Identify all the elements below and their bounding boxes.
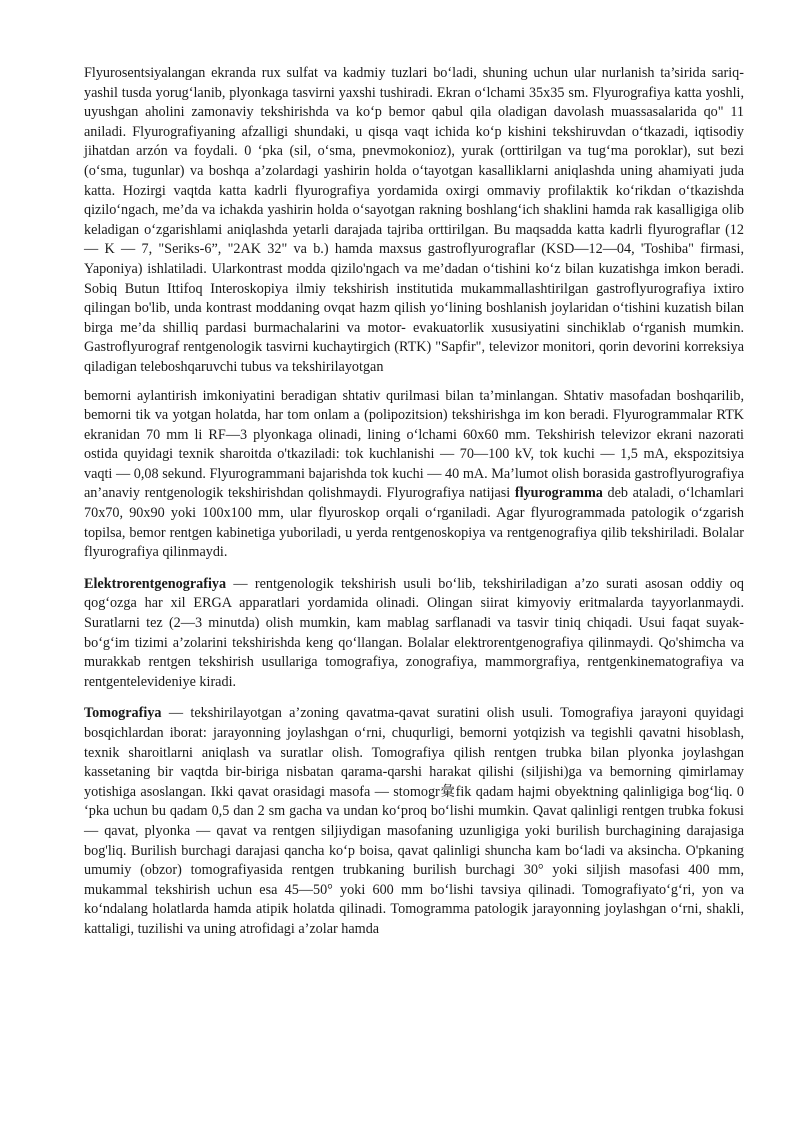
paragraph-text: Flyurosentsiyalangan ekranda rux sulfat va kadmiy tuzlari bo‘ladi, shuning uchun ular nurlanish ta’sirida sariq-yashil tusda yorug‘lanib, plyonkaga tasvirni yaxshi tushiradi. Ekran o‘lchami 35x35 sm. Flyurografiya katta yoshli, uyushgan aholini zamonaviy tekshirishda va ko‘p bemor qabul qila oladigan davolash muassasalarida qo" 11 aniladi. Flyurografiyaning afzalligi shundaki, u qisqa vaqt ichida ko‘p kishini tekshiruvdan o‘tkazadi, iqtisodiy jihatdan arzón va foydali. 0 ‘pka (sil, o‘sma, pnevmokonioz), yurak (orttirilgan va tug‘ma poroklar), sut bezi (o‘sma, tugunlar) va boshqa a’zolardagi yashirin holda o‘tayotgan kasalliklarni aniqlashda uning ahamiyati juda katta. Hozirgi vaqtda katta kadrli flyurografiya yordamida oxirgi ommaviy profilaktik ko‘rikdan o‘tkazishda qizilo‘ngach, me’da va ichakda yashirin holda o‘sayotgan rakning boshlang‘ich shaklini hamda rak kasalligiga olib keladigan o‘zgarishlami aniqlashda yetarli darajada tajriba orttirilgan. Bu maqsadda katta kadrli flyurograflar (12 — K — 7, "Seriks-6”, "2AK 32" va b.) hamda maxsus gastroflyurograflar (KSD—12—04, 'Toshiba" firmasi, Yaponiya) ishlatiladi. Ularkontrast modda qizilo'ngach va me’dadan o‘tishini ko‘z bilan kuzatishga imkon beradi. Sobiq Butun Ittifoq Interoskopiya ilmiy tekshirish institutida mukammallashtirilgan gastroflyurografiya ixtiro qilingan bo'lib, unda kontrast moddaning ovqat hazm qilish yo‘lining boshlanish joylaridan o‘tishini kuzatish bilan birga me’da shilliq pardasi burmachalarini va motor- evakuatorlik xususiyatini sinchiklab o‘rganish mumkin. Gastroflyurograf rentgenologik tasvirni kuchaytirgich (RTK) "Sapfir", televizor monitori, qorin devorini korreksiya qiladigan teleboshqaruvchi tubus va tekshirilayotgan — [84, 65, 744, 375]
paragraph-fluorography-technique — [84, 387, 744, 563]
term-flyurogramma: flyurogramma — [514, 485, 603, 502]
paragraph-electroroentgenography — [84, 575, 744, 693]
paragraph-text: bemorni aylantirish imkoniyatini beradigan shtativ qurilmasi bilan ta’minlangan. Shtativ masofadan boshqarilib, bemorni tik va yotgan holatda, har tom onlam a (polipozitsion) tekshirishga im kon beradi. Flyurogrammalar RTK ekranidan 70 mm li RF—3 plyonkaga olinadi, lining o‘lchami 60x60 mm. Tekshirish televizor ekrani nazorati ostida quyidagi texnik sharoitda o'tkaziladi: tok kuchlanishi — 70—100 kV, tok kuchi — 1,5 mA, ekspozitsiya vaqti — 0,08 sekund. Flyurogrammani bajarishda tok kuchi — 40 mA. Ma’lumot olish borasida gastroflyurografiya an’anaviy rentgenologik tekshirishdan qolishmaydi. Flyurografiya natijasi — [84, 387, 744, 502]
paragraph-fluorography-intro — [84, 64, 744, 378]
document-page — [84, 64, 744, 952]
paragraph-text: — tekshirilayotgan a’zoning qavatma-qavat suratini olish usuli. Tomografiya jarayoni quyidagi bosqichlardan iborat: jarayonning joylashgan o‘rni, chuqurligi, bemorni yotqizish va tegishli qavatni hisoblash, texnik sharoitlarni aniqlash va suratlar olish. Tomografiya qilish rentgen trubka bilan plyonka joylashgan kassetaning bir vaqtda bir-biriga nisbatan qarama-qarshi harakat qilishi (siljishi)ga va bemorning qimirlamay yotishiga asoslangan. Ikki qavat orasidagi masofa — stomogr彙fik qadam hajmi obyektning qalinligiga bog‘liq. 0 ‘pka uchun bu qadam 0,5 dan 2 sm gacha va undan ko‘proq bo‘lishi mumkin. Qavat qalinligi rentgen trubka fokusi — qavat, plyonka — qavat va rentgen siljiydigan masofaning uzunligiga yoki burilish burchagining darajasiga bog'liq. Burilish burchagi darajasi qancha ko‘p boisa, qavat qalinligi shuncha kam bo‘ladi va aksincha. O'pkaning umumiy (obzor) tomografiyasida rentgen trubkaning burilish burchagi 30° yoki siljish masofasi 400 mm, mukammal tekshirish uchun esa 45—50° yoki 600 mm bo‘lishi tavsiya qilinadi. Tomografiyato‘g‘ri, yon va ko‘ndalang holatlarda hamda atipik holatda qilinadi. Tomogramma patologik jarayonning joylashgan o‘rni, shakli, kattaligi, tuzilishi va uning atrofidagi a’zolar hamda — [84, 705, 744, 937]
paragraph-tomography — [84, 704, 744, 939]
paragraph-text-continued: deb ataladi, o‘lchamlari 70x70, 90x90 yoki 100x100 mm, ular flyuroskop orqali o‘rganiladi. Agar flyurogrammada patologik o‘zgarish topilsa, bemor rentgen kabinetiga yuboriladi, u yerda rentgenoskopiya va rentgenografiya qilib tekshiriladi. Bolalar flyurografiya qilinmaydi. — [84, 485, 745, 561]
term-tomografiya: Tomografiya — [84, 705, 162, 722]
paragraph-text: — rentgenologik tekshirish usuli bo‘lib, tekshiriladigan a’zo surati asosan oddiy oq qog‘ozga har xil ERGA apparatlari yordamida olinadi. Olingan siirat kimyoviy eritmalarda tayyorlanmaydi. Suratlarni tez (2—3 minutda) olish mumkin, kam mablag sarflanadi va tasvir tiniq chiqadi. Usui faqat suyak-bo‘g‘im tizimi a’zolarini tekshirishda keng qo‘llangan. Bolalar elektrorentgenografiya qilinmaydi. Qo'shimcha va murakkab rentgen tekshirish usullariga tomografiya, zonografiya, mammorgrafiya, rentgenkinematografiya va rentgentelevideniye kiradi. — [84, 575, 744, 690]
term-elektrorentgenografiya: Elektrorentgenografiya — [84, 575, 227, 592]
